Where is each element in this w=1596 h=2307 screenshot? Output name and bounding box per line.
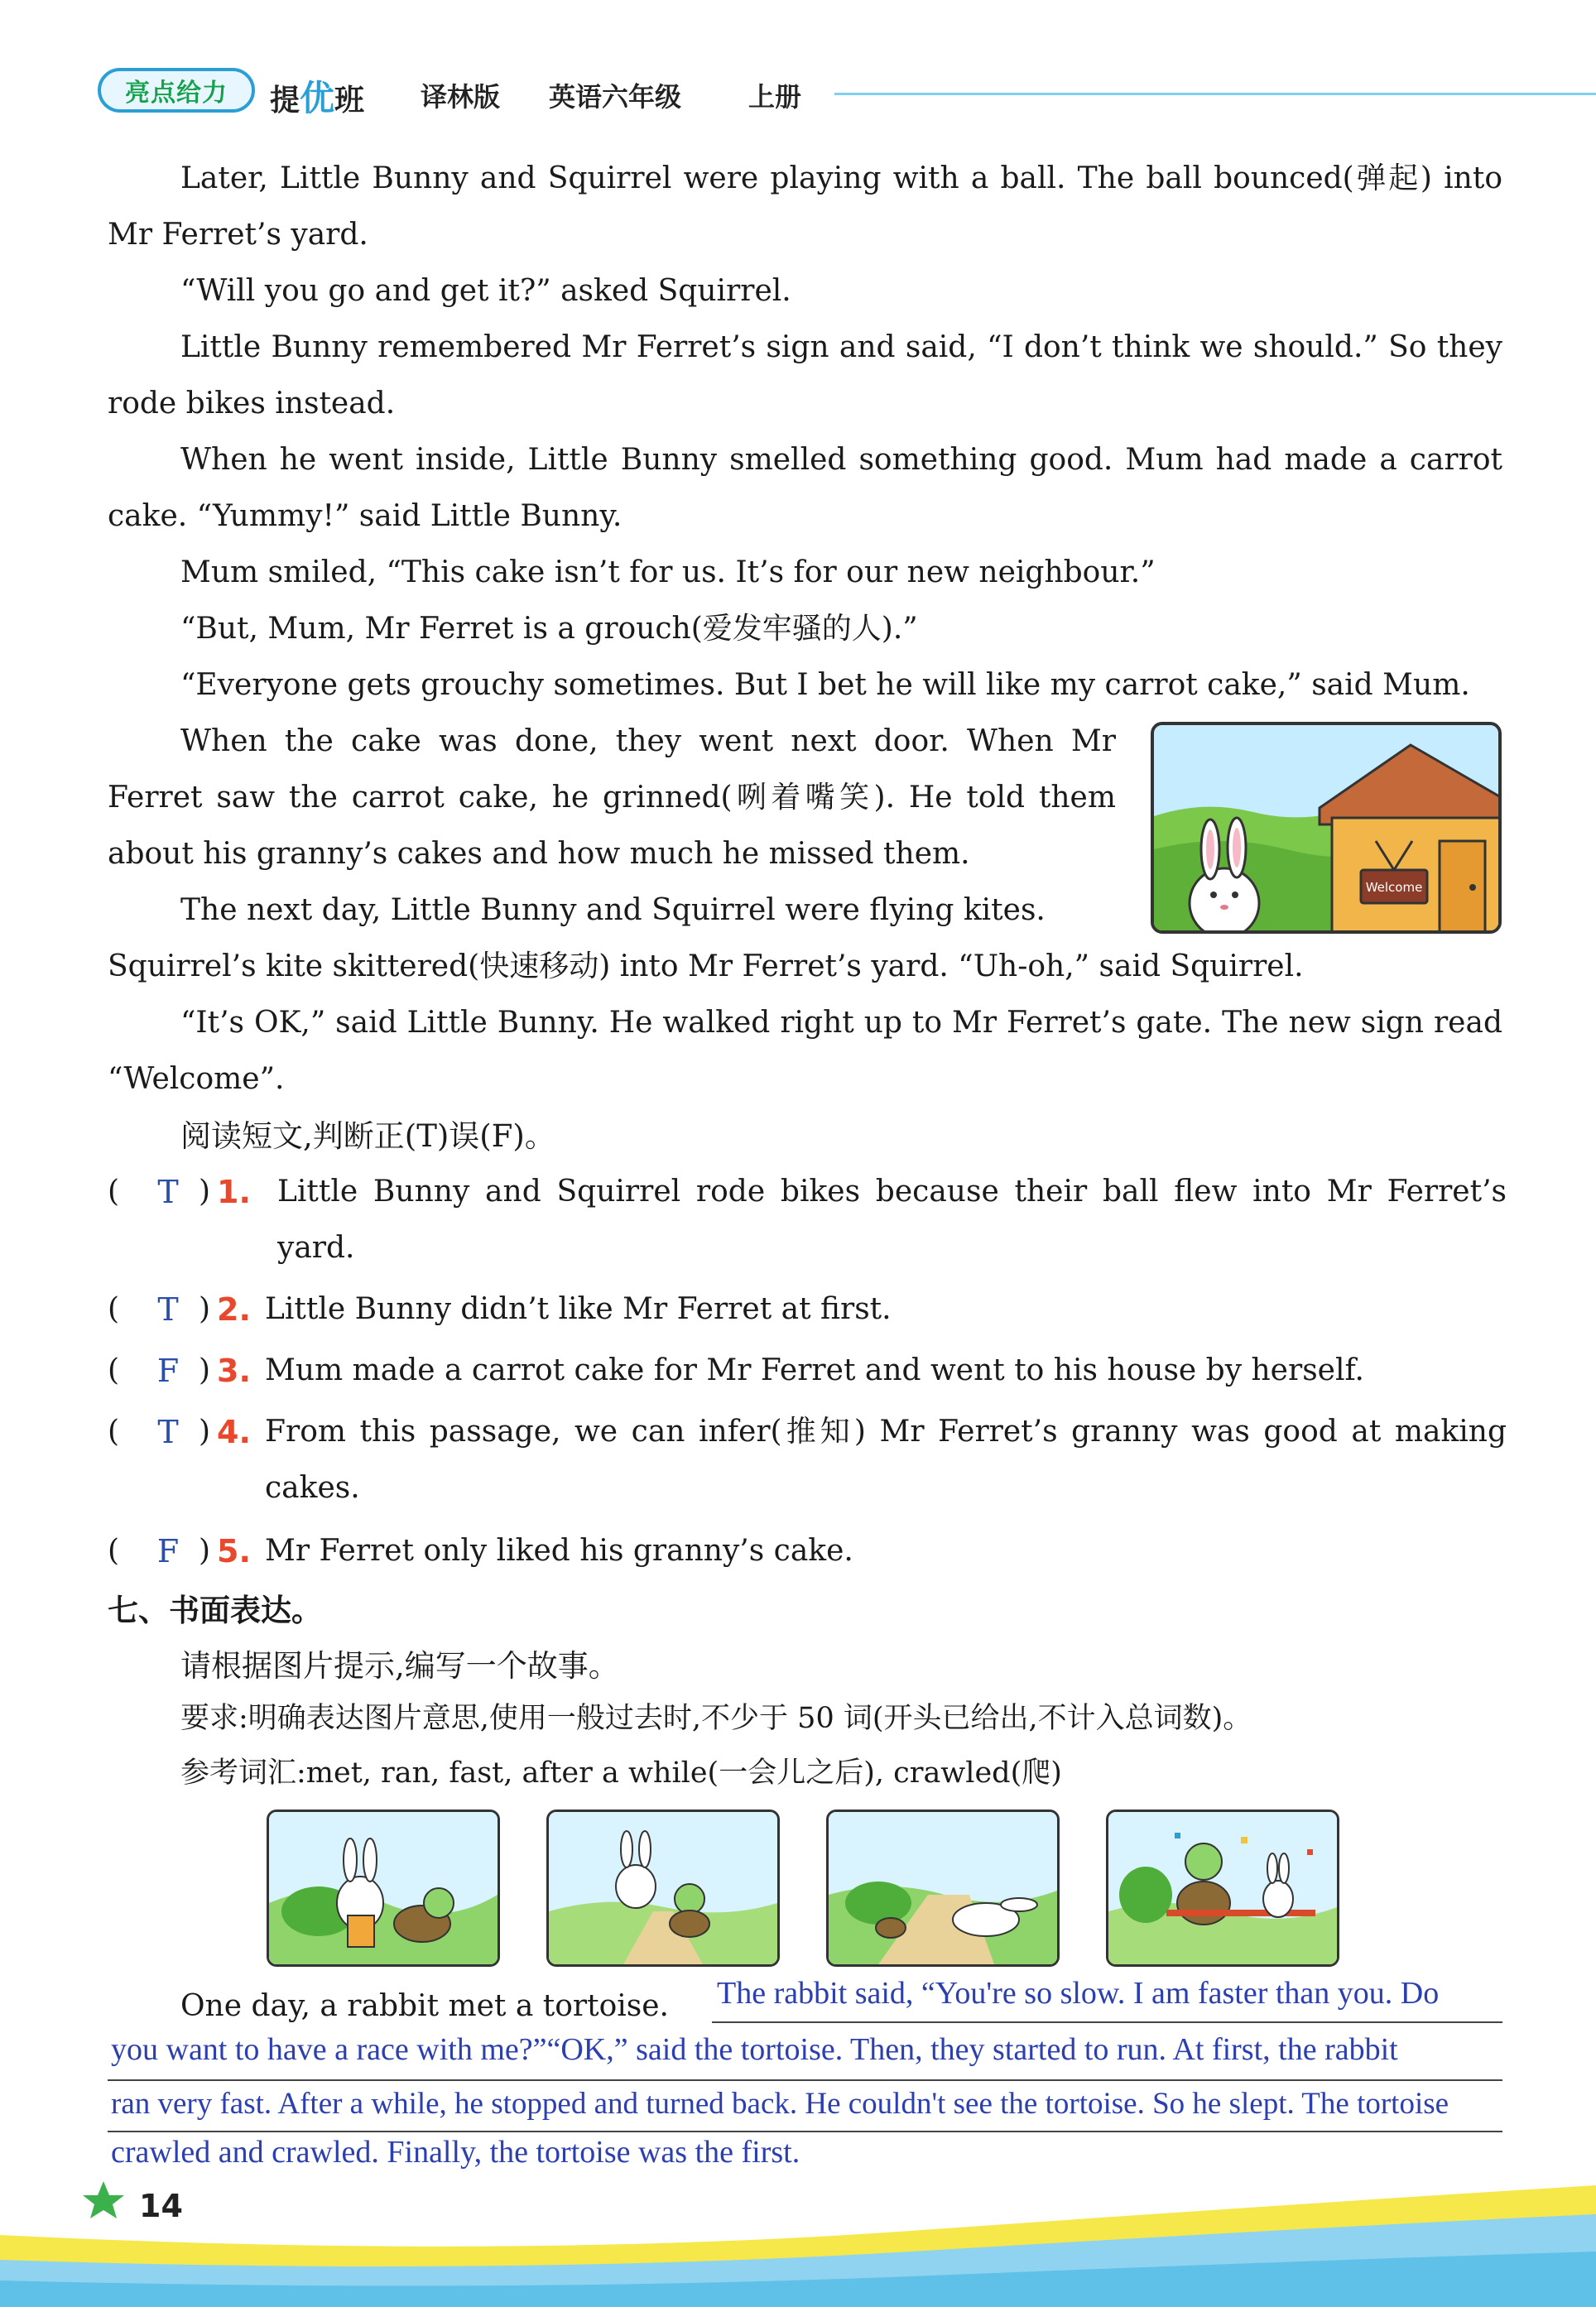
series-char-2: 优 bbox=[300, 78, 335, 118]
brand-logo: 亮点给力 bbox=[98, 68, 255, 113]
reference-vocab: 参考词汇:met, ran, fast, after a while(一会儿之后), crawled(爬) bbox=[180, 1757, 1062, 1790]
header-divider bbox=[834, 93, 1596, 95]
story-panel-3 bbox=[826, 1810, 1060, 1967]
writing-rule-1 bbox=[712, 2021, 1502, 2023]
writing-rule-3 bbox=[108, 2131, 1502, 2132]
ferret-house-illustration bbox=[1151, 722, 1502, 934]
rabbit-sleeping-image bbox=[829, 1812, 1057, 1964]
page-number: 14 bbox=[139, 2188, 183, 2224]
passage-paragraph-5: Mum smiled, “This cake isn’t for us. It’s for our new neighbour.” bbox=[180, 555, 1156, 589]
passage-paragraph-6: “But, Mum, Mr Ferret is a grouch(爱发牢骚的人).” bbox=[180, 612, 918, 646]
volume-label: 上册 bbox=[748, 81, 802, 113]
series-char-3: 班 bbox=[334, 84, 365, 118]
question-text-2: Little Bunny didn’t like Mr Ferret at first. bbox=[265, 1292, 892, 1326]
paren-close: ) bbox=[199, 1415, 211, 1449]
paren-open: ( bbox=[108, 1292, 120, 1326]
passage-paragraph-4: When he went inside, Little Bunny smelled something good. Mum had made a carrot cake. “Yummy!” said Little Bunny. bbox=[108, 443, 1502, 533]
paren-close: ) bbox=[199, 1292, 211, 1326]
question-text-4: From this passage, we can infer(推知) Mr Ferret’s granny was good at making cakes. bbox=[265, 1415, 1507, 1505]
question-number-3: 3. bbox=[217, 1353, 251, 1389]
writing-requirement: 要求:明确表达图片意思,使用一般过去时,不少于 50 词(开头已给出,不计入总词数)。 bbox=[180, 1702, 1252, 1735]
paren-open: ( bbox=[108, 1415, 120, 1449]
writing-prompt: 请根据图片提示,编写一个故事。 bbox=[180, 1648, 619, 1684]
page-header bbox=[98, 68, 1513, 118]
paren-close: ) bbox=[199, 1353, 211, 1387]
answer-line-3[interactable]: ran very fast. After a while, he stopped and turned back. He couldn't see the tortoise. So he slept. The tortoise bbox=[111, 2087, 1449, 2121]
question-number-1: 1. bbox=[217, 1174, 251, 1210]
passage-paragraph-1: Later, Little Bunny and Squirrel were playing with a ball. The ball bounced(弹起) into Mr Ferret’s yard. bbox=[108, 161, 1502, 252]
question-number-4: 4. bbox=[217, 1414, 251, 1450]
paren-close: ) bbox=[199, 1175, 211, 1209]
grade-label: 英语六年级 bbox=[549, 81, 682, 113]
question-text-3: Mum made a carrot cake for Mr Ferret and went to his house by herself. bbox=[265, 1353, 1364, 1387]
writing-rule-2 bbox=[108, 2079, 1502, 2081]
tf-instruction: 阅读短文,判断正(T)误(F)。 bbox=[180, 1118, 555, 1154]
answer-line-1[interactable]: The rabbit said, “You're so slow. I am faster than you. Do bbox=[717, 1976, 1440, 2011]
series-char-1: 提 bbox=[270, 84, 300, 118]
question-number-5: 5. bbox=[217, 1533, 251, 1569]
story-panel-1 bbox=[267, 1810, 500, 1967]
tortoise-wins-image bbox=[1108, 1812, 1337, 1964]
answer-blank-4[interactable]: T bbox=[157, 1414, 179, 1450]
answer-blank-5[interactable]: F bbox=[156, 1533, 180, 1569]
question-text-5: Mr Ferret only liked his granny’s cake. bbox=[265, 1534, 853, 1568]
answer-blank-2[interactable]: T bbox=[157, 1291, 179, 1328]
story-panel-4 bbox=[1106, 1810, 1339, 1967]
answer-blank-1[interactable]: T bbox=[157, 1174, 179, 1210]
passage-paragraph-10: Squirrel’s kite skittered(快速移动) into Mr Ferret’s yard. “Uh-oh,” said Squirrel. bbox=[108, 949, 1304, 983]
answer-line-4[interactable]: crawled and crawled. Finally, the tortoise was the first. bbox=[111, 2135, 800, 2170]
paren-open: ( bbox=[108, 1534, 120, 1568]
story-opening: One day, a rabbit met a tortoise. bbox=[180, 1989, 669, 2023]
question-text-1: Little Bunny and Squirrel rode bikes because their ball flew into Mr Ferret’s yard. bbox=[277, 1175, 1507, 1265]
edition-label: 译林版 bbox=[421, 81, 501, 113]
question-number-2: 2. bbox=[217, 1291, 251, 1328]
house-scene-image bbox=[1154, 725, 1502, 934]
section-title: 七、书面表达。 bbox=[108, 1593, 322, 1628]
passage-paragraph-8: When the cake was done, they went next door. When Mr Ferret saw the carrot cake, he grinned(咧着嘴笑). He told them about his granny’s cakes and how much he missed them. bbox=[108, 724, 1116, 871]
story-panel-2 bbox=[546, 1810, 780, 1967]
paren-open: ( bbox=[108, 1353, 120, 1387]
footer-wave-decoration bbox=[0, 2136, 1596, 2307]
passage-paragraph-2: “Will you go and get it?” asked Squirrel. bbox=[180, 274, 791, 308]
series-title bbox=[270, 71, 364, 121]
welcome-sign-text: Welcome bbox=[1365, 880, 1423, 895]
race-start-image bbox=[549, 1812, 777, 1964]
passage-paragraph-3: Little Bunny remembered Mr Ferret’s sign and said, “I don’t think we should.” So they rode bikes instead. bbox=[108, 330, 1502, 421]
paren-close: ) bbox=[199, 1534, 211, 1568]
answer-blank-3[interactable]: F bbox=[156, 1353, 180, 1389]
paren-open: ( bbox=[108, 1175, 120, 1209]
passage-paragraph-11: “It’s OK,” said Little Bunny. He walked right up to Mr Ferret’s gate. The new sign read “Welcome”. bbox=[108, 1006, 1502, 1096]
meeting-image bbox=[269, 1812, 498, 1964]
passage-paragraph-7: “Everyone gets grouchy sometimes. But I bet he will like my carrot cake,” said Mum. bbox=[180, 668, 1470, 702]
answer-line-2[interactable]: you want to have a race with me?”“OK,” said the tortoise. Then, they started to run. At first, the rabbit bbox=[111, 2032, 1398, 2067]
passage-paragraph-9: The next day, Little Bunny and Squirrel were flying kites. bbox=[180, 893, 1046, 927]
